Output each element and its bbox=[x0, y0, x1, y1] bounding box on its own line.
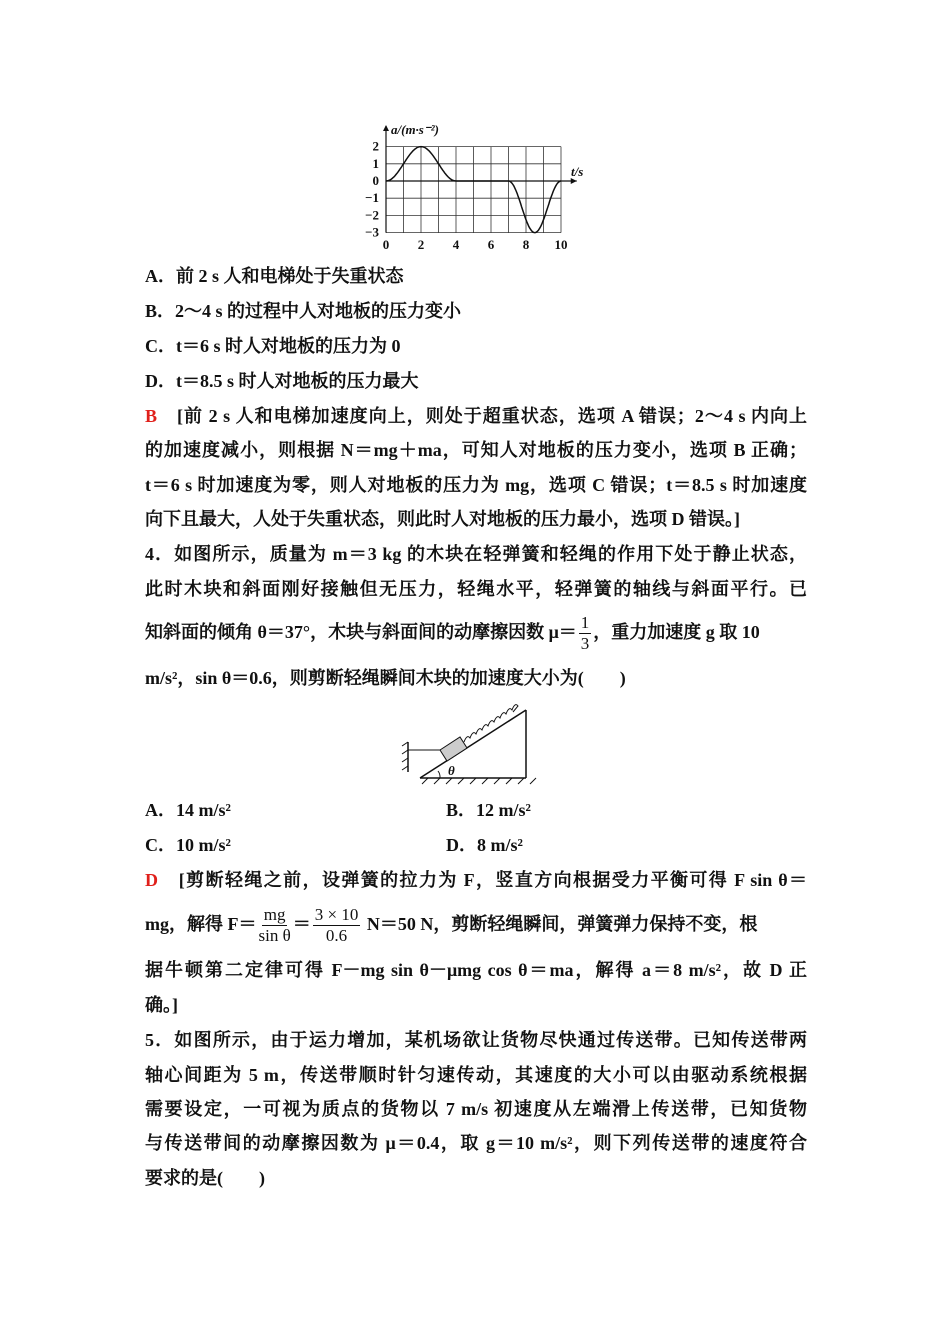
option-c: C．t＝6 s 时人对地板的压力为 0 bbox=[145, 336, 401, 356]
question-4-line: m/s²，sin θ＝0.6，则剪断轻绳瞬间木块的加速度大小为( ) bbox=[145, 668, 626, 688]
question-5-line: 需要设定，一可视为质点的货物以 7 m/s 初速度从左端滑上传送带，已知货物 bbox=[145, 1099, 807, 1119]
y-axis-label: a/(m·s⁻²) bbox=[391, 122, 439, 137]
option-b: B．12 m/s² bbox=[446, 800, 531, 820]
x-tick-label: 4 bbox=[452, 237, 460, 252]
y-tick-label: 0 bbox=[372, 173, 379, 188]
explanation-line bbox=[145, 902, 757, 946]
x-tick-label: 2 bbox=[417, 237, 425, 252]
x-tick-label: 8 bbox=[522, 237, 530, 252]
question-5-line: 轴心间距为 5 m，传送带顺时针匀速传动，其速度的大小可以由驱动系统根据 bbox=[145, 1065, 807, 1085]
question-4-line: 此时木块和斜面刚好接触但无压力，轻绳水平，轻弹簧的轴线与斜面平行。已 bbox=[145, 579, 807, 599]
fraction bbox=[313, 905, 361, 946]
denominator: 3 bbox=[580, 634, 590, 654]
explanation-line: 据牛顿第二定律可得 F－mg sin θ－μmg cos θ＝ma，解得 a＝8 m/s²，故 D 正 bbox=[145, 960, 807, 980]
numerator: 1 bbox=[580, 613, 590, 633]
explanation-text: [剪断轻绳之前，设弹簧的拉力为 F，竖直方向根据受力平衡可得 F sin θ＝ bbox=[178, 870, 807, 890]
explanation-text: ＝ bbox=[292, 914, 311, 934]
y-tick-label: −1 bbox=[365, 190, 379, 206]
numerator: mg bbox=[263, 905, 286, 925]
option-a: A．14 m/s² bbox=[145, 800, 231, 820]
explanation-text: [前 2 s 人和电梯加速度向上，则处于超重状态，选项 A 错误；2～4 s 内向上 bbox=[177, 406, 807, 426]
y-tick-label: −3 bbox=[365, 224, 379, 240]
explanation-text: N＝50 N，剪断轻绳瞬间，弹簧弹力保持不变，根 bbox=[362, 914, 758, 934]
denominator: 0.6 bbox=[325, 926, 348, 946]
incline-spring-figure bbox=[400, 700, 550, 788]
numerator: 3 × 10 bbox=[314, 905, 359, 925]
option-b: B．2～4 s 的过程中人对地板的压力变小 bbox=[145, 301, 462, 321]
option-c: C．10 m/s² bbox=[145, 835, 231, 855]
x-tick-label: 10 bbox=[554, 237, 568, 252]
acceleration-time-chart bbox=[355, 120, 595, 255]
x-tick-label: 0 bbox=[382, 237, 390, 252]
answer-letter: D bbox=[145, 870, 158, 890]
option-d: D．t＝8.5 s 时人对地板的压力最大 bbox=[145, 371, 419, 391]
question-5-line: 5．如图所示，由于运力增加，某机场欲让货物尽快通过传送带。已知传送带两 bbox=[145, 1030, 807, 1050]
explanation-line bbox=[145, 869, 807, 891]
option-a: A．前 2 s 人和电梯处于失重状态 bbox=[145, 266, 404, 286]
explanation-line: 的加速度减小，则根据 N＝mg＋ma，可知人对地板的压力变小，选项 B 正确； bbox=[145, 440, 807, 460]
denominator: sin θ bbox=[258, 926, 291, 946]
explanation-line: 向下且最大，人处于失重状态，则此时人对地板的压力最小，选项 D 错误。] bbox=[145, 509, 740, 529]
q4-text: ，重力加速度 g 取 10 bbox=[593, 622, 760, 642]
y-tick-label: 1 bbox=[372, 155, 379, 171]
question-4-line: 4．如图所示，质量为 m＝3 kg 的木块在轻弹簧和轻绳的作用下处于静止状态， bbox=[145, 544, 807, 564]
explanation-text: mg，解得 F＝ bbox=[145, 914, 257, 934]
theta-label: θ bbox=[448, 763, 455, 778]
explanation-line: 确。] bbox=[145, 995, 178, 1015]
question-5-line: 要求的是( ) bbox=[145, 1168, 265, 1188]
option-d: D．8 m/s² bbox=[446, 835, 523, 855]
answer-letter: B bbox=[145, 406, 158, 426]
y-tick-label: 2 bbox=[372, 138, 379, 154]
question-4-line bbox=[145, 610, 760, 654]
q4-text: 知斜面的倾角 θ＝37°，木块与斜面间的动摩擦因数 μ＝ bbox=[145, 622, 577, 642]
y-tick-label: −2 bbox=[365, 207, 379, 223]
question-5-line: 与传送带间的动摩擦因数为 μ＝0.4，取 g＝10 m/s²，则下列传送带的速度符合 bbox=[145, 1133, 807, 1153]
x-axis-label: t/s bbox=[571, 164, 584, 179]
mu-fraction bbox=[579, 613, 592, 654]
fraction bbox=[259, 905, 291, 946]
x-tick-label: 6 bbox=[487, 237, 495, 252]
explanation-line: t＝6 s 时加速度为零，则人对地板的压力为 mg，选项 C 错误；t＝8.5 s 时加速度 bbox=[145, 475, 807, 495]
y-axis-arrow bbox=[383, 125, 389, 131]
explanation-line bbox=[145, 405, 807, 427]
